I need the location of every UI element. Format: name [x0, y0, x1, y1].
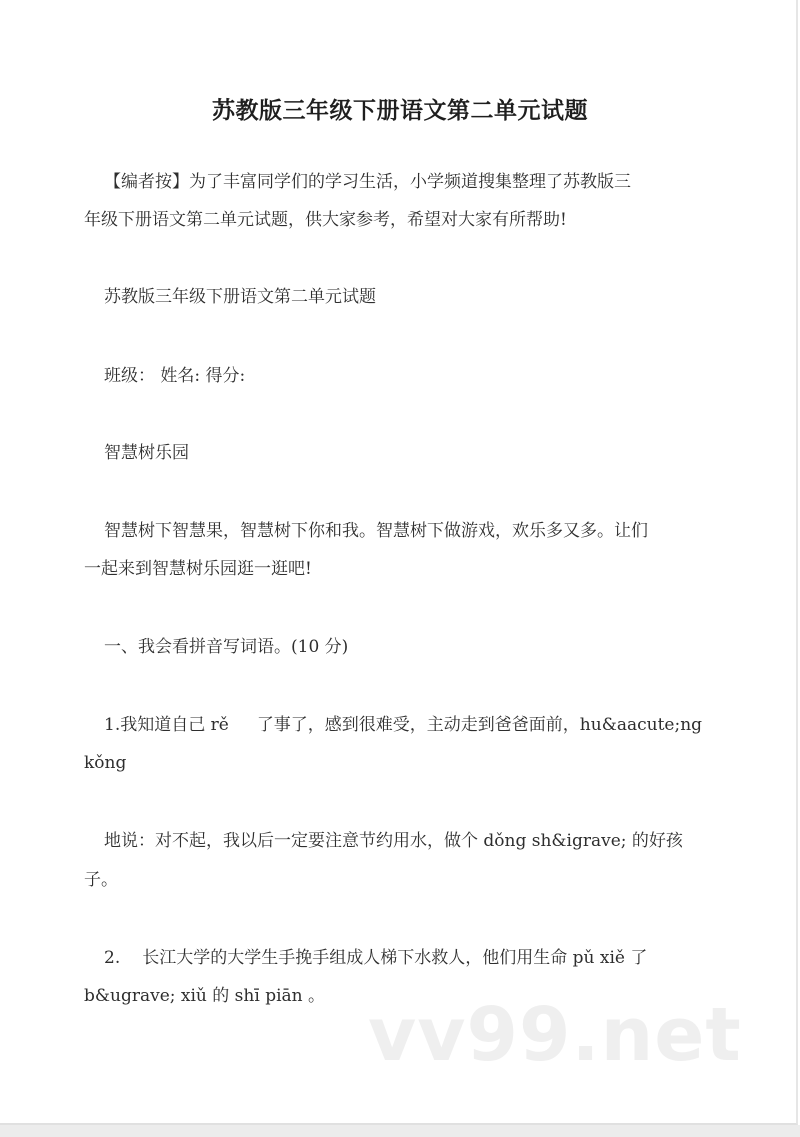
intro-line-1: 【编者按】为了丰富同学们的学习生活，小学频道搜集整理了苏教版三 [104, 172, 631, 192]
q1-line-4: 子。 [84, 870, 118, 890]
q1-line-1-part-1: 1.我知道自己 rě [104, 715, 229, 735]
paragraph-line-1: 智慧树下智慧果，智慧树下你和我。智慧树下做游戏，欢乐多又多。让们 [104, 521, 648, 541]
q1-line-1-part-2: 了事了，感到很难受，主动走到爸爸面前，hu&aacute;ng [256, 715, 703, 735]
watermark: vv99.net [368, 992, 742, 1078]
q2-line-1 [104, 946, 647, 970]
document-title: 苏教版三年级下册语文第二单元试题 [212, 98, 588, 124]
q2-line-2: b&ugrave; xiǔ 的 shī piān 。 [84, 986, 326, 1006]
subtitle: 苏教版三年级下册语文第二单元试题 [104, 287, 376, 307]
info-line: 班级： 姓名: 得分: [104, 366, 246, 386]
section-heading: 智慧树乐园 [104, 443, 189, 463]
paragraph-line-2: 一起来到智慧树乐园逛一逛吧! [84, 559, 312, 579]
q1-line-3: 地说：对不起，我以后一定要注意节约用水，做个 dǒng sh&igrave; 的好孩 [104, 831, 683, 851]
q1-line-1 [104, 713, 702, 737]
page-bottom-shadow [0, 1125, 800, 1137]
question-heading: 一、我会看拼音写词语。(10 分) [104, 637, 349, 657]
q2-number: 2. [104, 948, 121, 968]
intro-line-2: 年级下册语文第二单元试题，供大家参考，希望对大家有所帮助! [84, 210, 567, 230]
q2-line-1-text: 长江大学的大学生手挽手组成人梯下水救人，他们用生命 pǔ xiě 了 [142, 948, 648, 968]
q1-line-2: kǒng [84, 753, 127, 773]
